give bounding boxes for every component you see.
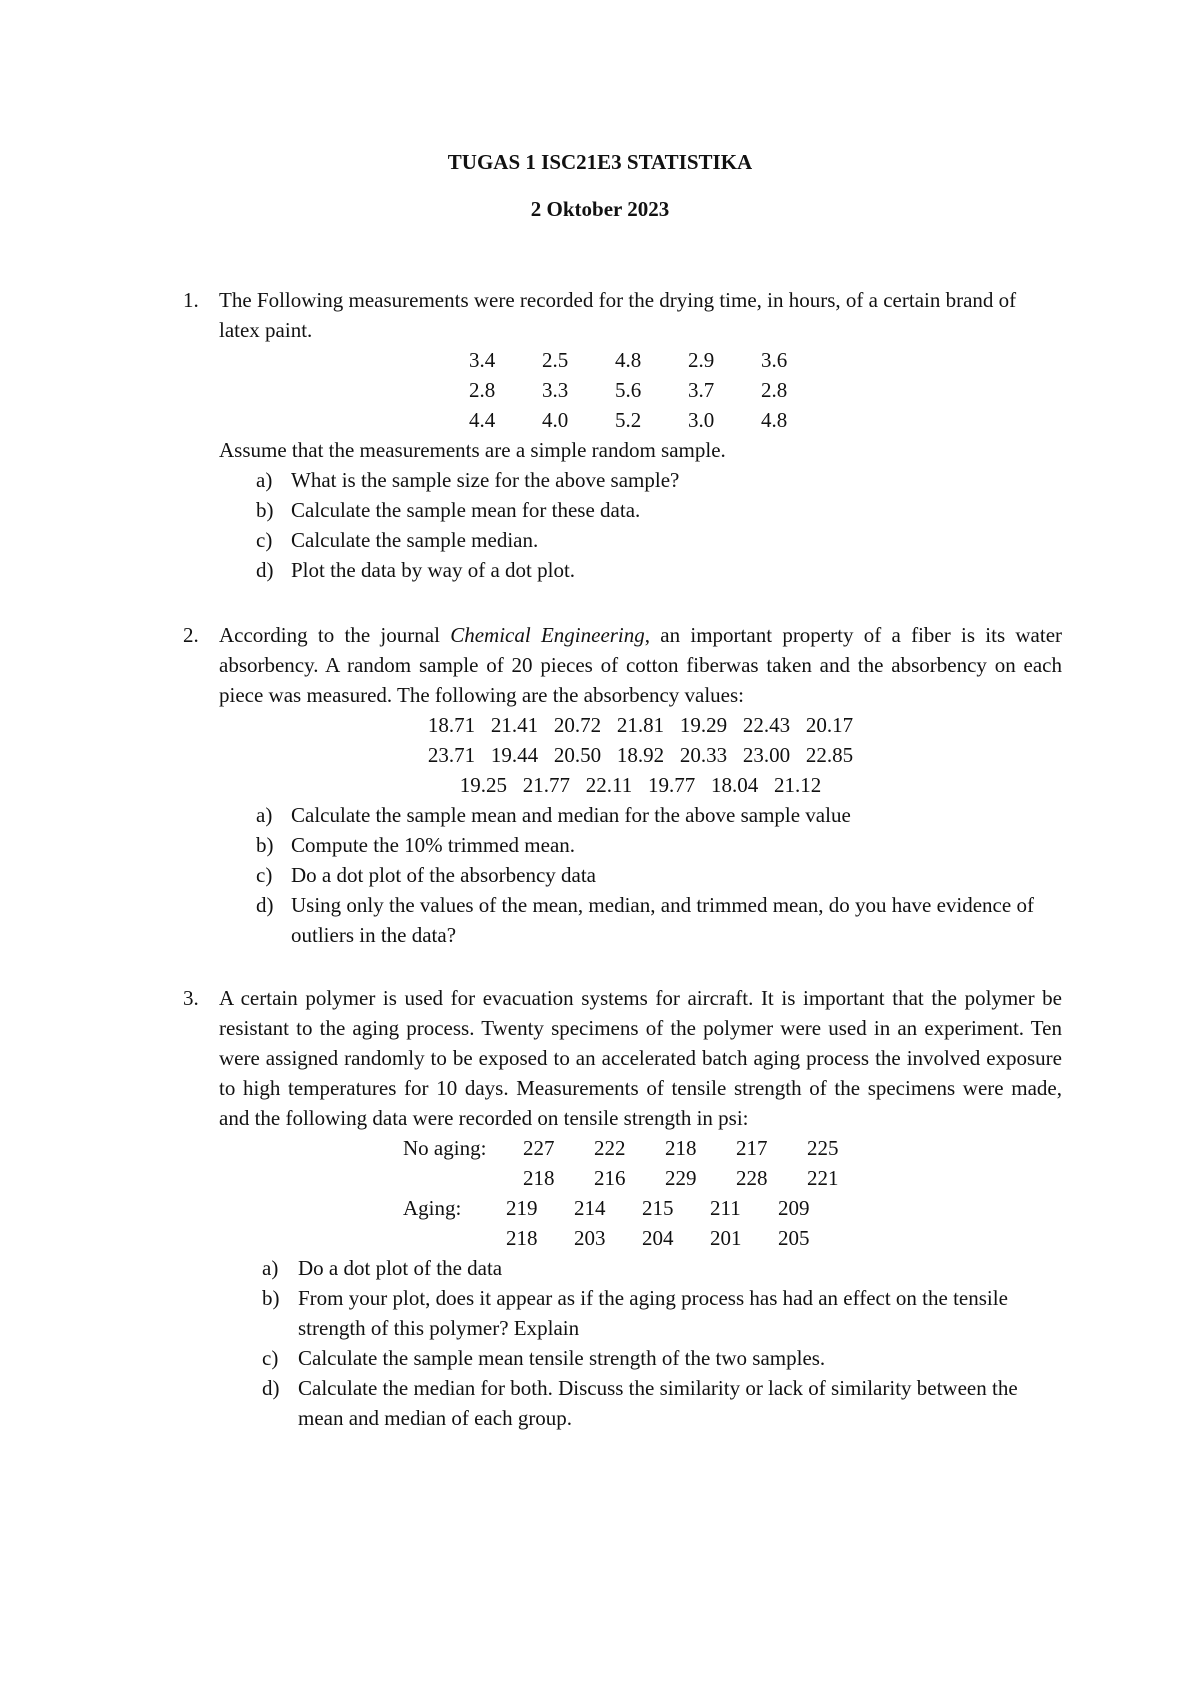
table-cell: 3.6: [761, 348, 788, 372]
intro-text-end: , an important property of a fiber is its water absorbency. A random sample of 20 pieces of cotton fiberwas taken and the absorbency on each piece was measured. The following are the absorbency values:: [219, 623, 1063, 707]
table-cell: 4.0: [542, 408, 569, 432]
question-1-item-c: [219, 525, 1062, 555]
table-cell: 3.4: [469, 348, 496, 372]
table-cell: 214: [574, 1196, 606, 1220]
question-2-item-a: [219, 800, 1062, 830]
question-1-intro: The Following measurements were recorded for the drying time, in hours, of a certain brand of latex paint.: [219, 288, 1017, 342]
table-cell: 215: [642, 1196, 674, 1220]
table-row: [469, 375, 811, 405]
table-cell: 225: [807, 1136, 839, 1160]
question-1-item-d: [219, 555, 1062, 585]
absorbency-row: 19.25 21.77 22.11 19.77 18.04 21.12: [459, 773, 822, 797]
table-cell: 218: [506, 1226, 538, 1250]
question-1-item-a: [219, 465, 1062, 495]
absorbency-row: 18.71 21.41 20.72 21.81 19.29 22.43 20.17: [427, 713, 854, 737]
table-row: [403, 1223, 828, 1253]
tensile-strength-aging-table: [403, 1193, 828, 1253]
item-text: Calculate the sample mean for these data.: [291, 498, 641, 522]
table-cell: 218: [665, 1136, 697, 1160]
table-cell: 216: [594, 1166, 626, 1190]
item-label: a): [256, 468, 273, 492]
item-label: c): [262, 1346, 279, 1370]
aging-label: Aging:: [403, 1196, 462, 1220]
table-cell: 221: [807, 1166, 839, 1190]
question-1-number: 1.: [183, 288, 199, 312]
question-2-item-c: [219, 860, 1062, 890]
table-cell: 211: [710, 1196, 741, 1220]
table-cell: 3.3: [542, 378, 569, 402]
question-3-item-b: [219, 1283, 1062, 1343]
item-text: What is the sample size for the above sample?: [291, 468, 680, 492]
table-cell: 229: [665, 1166, 697, 1190]
item-text: Calculate the sample median.: [291, 528, 539, 552]
item-label: b): [262, 1286, 280, 1310]
item-text: Plot the data by way of a dot plot.: [291, 558, 576, 582]
item-text: Do a dot plot of the data: [298, 1256, 503, 1280]
table-cell: 203: [574, 1226, 606, 1250]
item-text: From your plot, does it appear as if the aging process has had an effect on the tensile strength of this polymer? Explain: [298, 1286, 1008, 1340]
question-2-item-b: [219, 830, 1062, 860]
document-title: TUGAS 1 ISC21E3 STATISTIKA: [447, 150, 753, 174]
item-text: Calculate the sample mean and median for the above sample value: [291, 803, 851, 827]
item-label: d): [256, 893, 274, 917]
document-date: 2 Oktober 2023: [530, 197, 670, 221]
item-text: Compute the 10% trimmed mean.: [291, 833, 576, 857]
table-cell: 4.8: [761, 408, 788, 432]
item-text: Calculate the sample mean tensile strength of the two samples.: [298, 1346, 826, 1370]
table-cell: 2.8: [761, 378, 788, 402]
table-row: [403, 1133, 857, 1163]
table-row: [403, 1193, 828, 1223]
item-text: Do a dot plot of the absorbency data: [291, 863, 596, 887]
question-1-note: Assume that the measurements are a simple random sample.: [219, 438, 726, 462]
table-cell: 222: [594, 1136, 626, 1160]
table-cell: 3.0: [688, 408, 715, 432]
item-label: d): [256, 558, 274, 582]
item-label: a): [256, 803, 273, 827]
absorbency-row: 23.71 19.44 20.50 18.92 20.33 23.00 22.85: [427, 743, 854, 767]
drying-time-table: [469, 345, 811, 435]
table-row: [403, 1163, 857, 1193]
question-3-item-c: [219, 1343, 1062, 1373]
table-row: [469, 405, 811, 435]
table-cell: 2.8: [469, 378, 496, 402]
item-label: c): [256, 528, 273, 552]
table-cell: 209: [778, 1196, 810, 1220]
table-cell: 3.7: [688, 378, 715, 402]
table-cell: 201: [710, 1226, 742, 1250]
table-cell: 4.4: [469, 408, 496, 432]
question-2-intro: [219, 620, 1062, 710]
question-2-number: 2.: [183, 623, 199, 647]
item-label: b): [256, 833, 274, 857]
tensile-strength-table: [403, 1133, 857, 1193]
table-cell: 219: [506, 1196, 538, 1220]
question-3-number: 3.: [183, 986, 199, 1010]
table-cell: 5.6: [615, 378, 642, 402]
item-label: b): [256, 498, 274, 522]
table-cell: 204: [642, 1226, 674, 1250]
table-row: [469, 345, 811, 375]
table-cell: 4.8: [615, 348, 642, 372]
no-aging-label: No aging:: [403, 1136, 487, 1160]
table-cell: 228: [736, 1166, 768, 1190]
item-label: a): [262, 1256, 279, 1280]
table-cell: 5.2: [615, 408, 642, 432]
table-cell: 217: [736, 1136, 768, 1160]
question-1-item-b: [219, 495, 1062, 525]
table-cell: 227: [523, 1136, 555, 1160]
question-2-item-d: [219, 890, 1062, 950]
table-cell: 2.5: [542, 348, 569, 372]
question-3-item-a: [219, 1253, 1062, 1283]
intro-text-start: According to the journal: [219, 623, 451, 647]
table-cell: 218: [523, 1166, 555, 1190]
item-text: Calculate the median for both. Discuss the similarity or lack of similarity between the mean and median of each group.: [298, 1376, 1018, 1430]
table-cell: 205: [778, 1226, 810, 1250]
journal-name: Chemical Engineering: [450, 623, 645, 647]
question-3-intro: A certain polymer is used for evacuation systems for aircraft. It is important that the polymer be resistant to the aging process. Twenty specimens of the polymer were used in an experiment. Ten were assigned randomly to be exposed to an accelerated batch aging process the involved exposure to high temperatures for 10 days. Measurements of tensile strength of the specimens were made, and the following data were recorded on tensile strength in psi:: [219, 986, 1062, 1130]
item-text: Using only the values of the mean, median, and trimmed mean, do you have evidence of outliers in the data?: [291, 893, 1034, 947]
question-3-item-d: [219, 1373, 1062, 1433]
item-label: c): [256, 863, 273, 887]
table-cell: 2.9: [688, 348, 715, 372]
item-label: d): [262, 1376, 280, 1400]
